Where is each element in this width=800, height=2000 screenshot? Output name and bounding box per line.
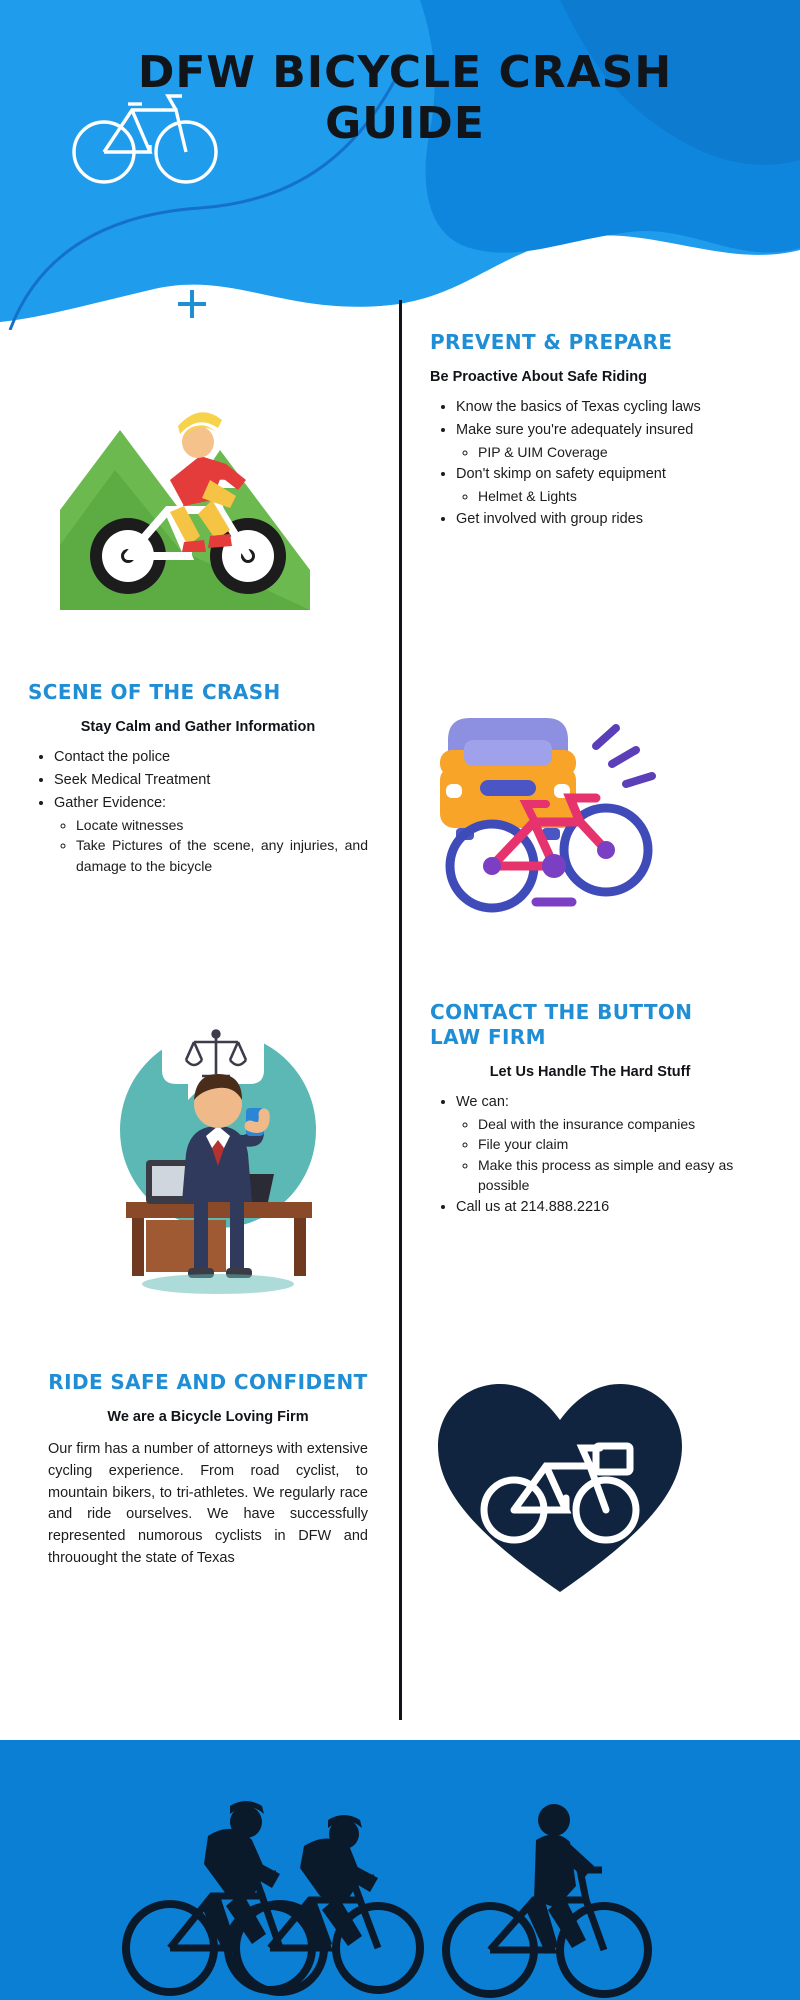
- phone-number-item[interactable]: [456, 1197, 750, 1218]
- section-subheading-contact: Let Us Handle The Hard Stuff: [489, 1064, 691, 1080]
- prevent-list: [430, 397, 750, 530]
- section-heading-contact: CONTACT THE BUTTON LAW FIRM: [430, 1000, 693, 1049]
- scene-list: [28, 747, 368, 876]
- list-subitem: ◦ Deal with the insurance companies: [478, 1114, 750, 1134]
- list-subitem: ◦ Take Pictures of the scene, any injuries, and damage to the bicycle: [76, 835, 368, 876]
- list-subitem: ◦ Locate witnesses: [76, 815, 368, 835]
- car-and-bicycle-collision-illustration: [430, 680, 690, 935]
- section-subheading-scene: Stay Calm and Gather Information: [80, 719, 316, 735]
- section-scene-of-the-crash: [28, 680, 368, 878]
- section-paragraph-ridesafe: Our firm has a number of attorneys with extensive cycling experience. From road cyclist, to mountain bikers, to tri-athletes. We regularly race and ride ourselves. We have successfully represented numorous cyclists in DFW and throuought the state of Texas: [48, 1441, 368, 1566]
- scene-sublist: [54, 815, 368, 876]
- header-banner: [0, 0, 800, 330]
- section-ride-safe: [48, 1370, 368, 1570]
- list-item: [54, 770, 368, 791]
- list-item-text: Contact the police: [54, 749, 171, 765]
- prevent-sublist: [456, 442, 750, 462]
- contact-list: [430, 1092, 750, 1218]
- list-item-text: Make sure you're adequately insured: [456, 422, 694, 439]
- section-prevent-prepare: [430, 330, 750, 532]
- vertical-divider: [399, 300, 402, 1720]
- cyclist-on-hills-illustration: [60, 360, 310, 625]
- cyclists-silhouette-illustration: [0, 1740, 800, 2000]
- phone-number-text: Call us at 214.888.2216: [456, 1199, 610, 1216]
- list-item: [456, 509, 750, 530]
- list-subitem: ◦ Helmet & Lights: [478, 486, 750, 506]
- list-item-text: Gather Evidence:: [54, 795, 167, 812]
- section-subheading-prevent: Be Proactive About Safe Riding: [430, 369, 647, 385]
- list-subitem: ◦ File your claim: [478, 1134, 750, 1154]
- plus-icon: [178, 290, 206, 318]
- list-item: [456, 1092, 750, 1195]
- prevent-sublist: [456, 486, 750, 506]
- list-item-text: Know the basics of Texas cycling laws: [456, 399, 701, 415]
- footer-banner: [0, 1740, 800, 2000]
- section-heading-prevent: PREVENT & PREPARE: [430, 330, 673, 354]
- list-item: [456, 397, 750, 418]
- section-heading-scene: SCENE OF THE CRASH: [28, 680, 281, 704]
- section-contact-law-firm: [430, 1000, 750, 1220]
- list-item: [456, 420, 750, 462]
- list-subitem: ◦ Make this process as simple and easy as possible: [478, 1155, 750, 1196]
- list-item-text: Seek Medical Treatment: [54, 772, 211, 789]
- list-item: [456, 464, 750, 506]
- list-item: [54, 793, 368, 876]
- list-item-text: Don't skimp on safety equipment: [456, 466, 666, 483]
- lawyer-at-desk-illustration: [90, 1000, 340, 1305]
- section-subheading-ridesafe: We are a Bicycle Loving Firm: [107, 1409, 309, 1425]
- contact-sublist: [456, 1114, 750, 1195]
- section-heading-ridesafe: RIDE SAFE AND CONFIDENT: [48, 1370, 368, 1394]
- list-item-text: Get involved with group rides: [456, 510, 643, 527]
- page-title: DFW BICYCLE CRASH GUIDE: [137, 47, 673, 149]
- bicycle-in-heart-icon: [430, 1370, 690, 1605]
- list-item: [54, 747, 368, 768]
- list-subitem: ◦ PIP & UIM Coverage: [478, 442, 750, 462]
- list-item-text: We can:: [456, 1094, 509, 1110]
